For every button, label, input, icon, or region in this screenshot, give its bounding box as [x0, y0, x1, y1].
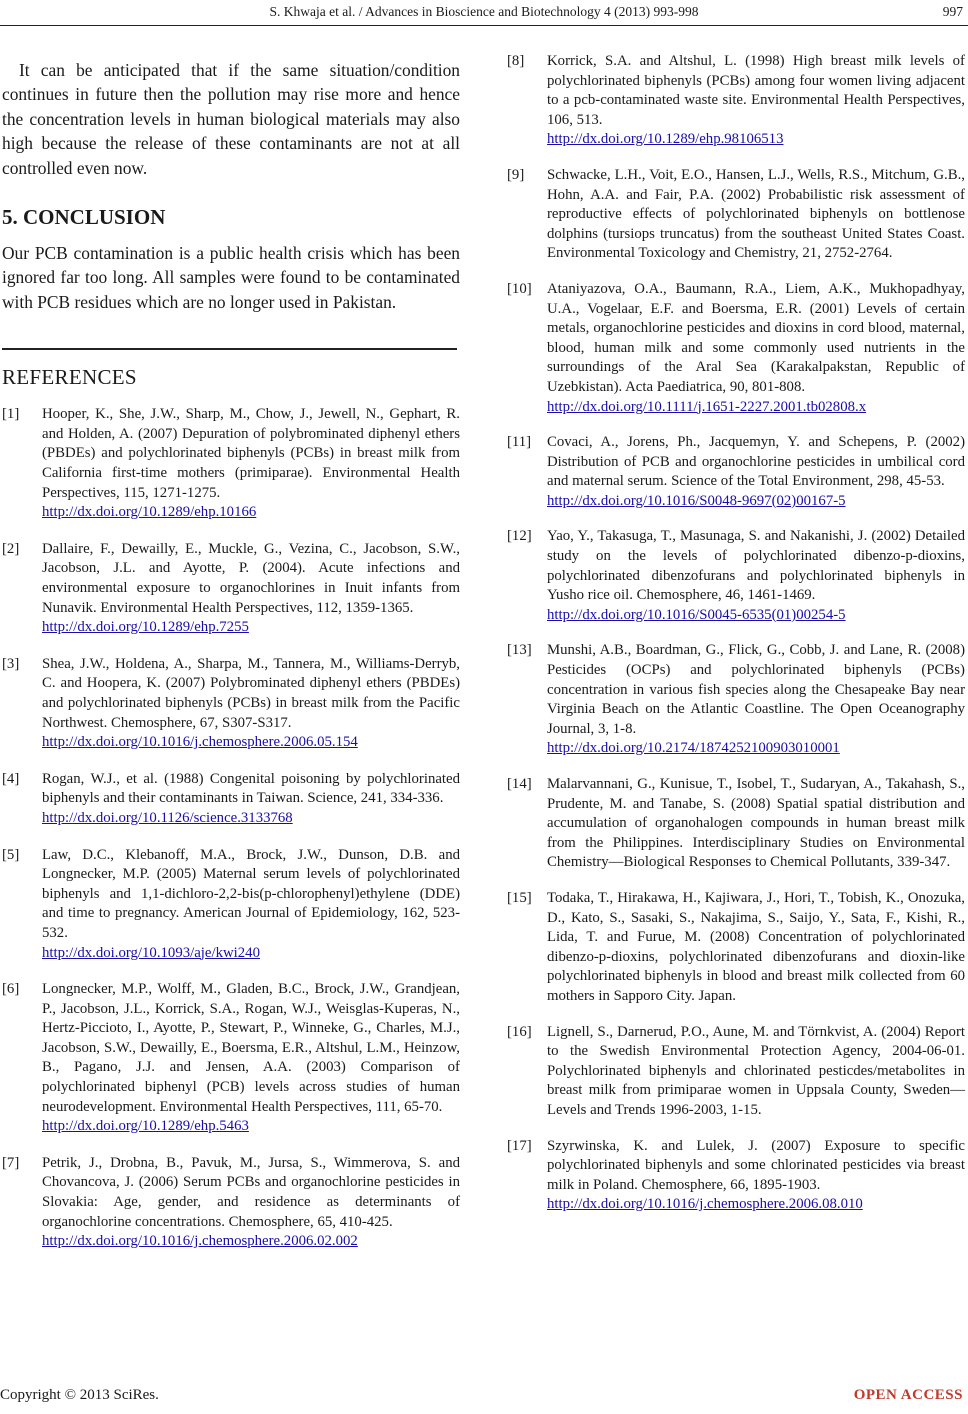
reference-number: [17]	[507, 1137, 532, 1154]
reference-text: Dallaire, F., Dewailly, E., Muckle, G., Vezina, C., Jacobson, S.W., Jacobson, J.L. and Ayotte, P. (2004). Acute infections and environmental exposure to organochlorines in Inuit infants from Nunavik. Environmental Health Perspectives, 112, 1359-1365.	[42, 540, 460, 616]
reference-text: Schwacke, L.H., Voit, E.O., Hansen, L.J., Wells, R.S., Mitchum, G.B., Hohn, A.A. and Fair, P.A. (2002) Probabilistic risk assessment of reproductive effects of polychlorinated biphenyls on bottlenose dolphins (tursiops truncatus) from the southeast United States Coast. Environmental Toxicology and Chemistry, 21, 2752-2764.	[547, 166, 965, 262]
reference-text: Covaci, A., Jorens, Ph., Jacquemyn, Y. and Schepens, P. (2002) Distribution of PCB and organochlorine pesticides in umbilical cord and maternal serum. Science of the Total Environment, 298, 45-53.	[547, 434, 965, 490]
reference-item	[2, 540, 460, 638]
reference-number: [16]	[507, 1023, 532, 1040]
reference-item	[507, 1137, 965, 1215]
reference-text: Petrik, J., Drobna, B., Pavuk, M., Jursa, S., Wimmerova, S. and Chovancova, J. (2006) Serum PCBs and organochlorine pesticides in Slovakia: Age, gender, and residence as determinants of organochlorine concentrations. Chemosphere, 65, 410-425.	[42, 1154, 460, 1230]
reference-item	[507, 889, 965, 1007]
reference-item	[2, 770, 460, 829]
doi-link[interactable]: http://dx.doi.org/10.1016/S0048-9697(02)00167-5	[547, 492, 846, 509]
reference-number: [7]	[2, 1154, 20, 1171]
reference-text: Yao, Y., Takasuga, T., Masunaga, S. and Nakanishi, J. (2002) Detailed study on the levels of polychlorinated dibenzo-p-dioxins, polychlorinated dibenzofurans and polychlorinated biphenyls in Yusho rice oil. Chemosphere, 46, 1461-1469.	[547, 528, 965, 604]
reference-number: [3]	[2, 655, 20, 672]
reference-text: Rogan, W.J., et al. (1988) Congenital poisoning by polychlorinated biphenyls and their contaminants in Taiwan. Science, 241, 334-336.	[42, 770, 460, 807]
reference-text: Ataniyazova, O.A., Baumann, R.A., Liem, A.K., Mukhopadhyay, U.A., Vogelaar, E.F. and Boersma, E.R. (2001) Levels of certain metals, organochlorine pesticides and dioxins in cord blood, maternal, blood, human milk and some commonly used nutrients in the surroundings of the Aral Sea (Karakalpakstan, Republic of Uzebkistan). Acta Paediatrica, 90, 801-808.	[547, 280, 965, 395]
conclusion-paragraph: Our PCB contamination is a public health crisis which has been ignored far too long. All samples were found to be contaminated with PCB residues which are no longer used in Pakistan.	[2, 243, 460, 312]
doi-link[interactable]: http://dx.doi.org/10.1016/j.chemosphere.2006.05.154	[42, 734, 358, 751]
reference-number: [4]	[2, 770, 20, 787]
reference-text: Szyrwinska, K. and Lulek, J. (2007) Exposure to specific polychlorinated biphenyls and some chlorinated pesticides via breast milk in Poland. Chemosphere, 66, 1895-1903.	[547, 1137, 965, 1193]
running-header	[0, 0, 968, 27]
reference-item	[2, 655, 460, 753]
reference-text: Law, D.C., Klebanoff, M.A., Brock, J.W., Dunson, D.B. and Longnecker, M.P. (2005) Maternal serum levels of polychlorinated biphenyls and 1,1-dichloro-2,2-bis(p-chlorophenyl)ethylene (DDE) and time to pregnancy. American Journal of Epidemiology, 162, 523-532.	[42, 846, 460, 941]
doi-link[interactable]: http://dx.doi.org/10.1016/S0045-6535(01)00254-5	[547, 606, 846, 623]
doi-link[interactable]: http://dx.doi.org/10.2174/1874252100903010001	[547, 740, 840, 757]
doi-link[interactable]: http://dx.doi.org/10.1289/ehp.5463	[42, 1118, 249, 1135]
reference-number: [12]	[507, 528, 532, 545]
doi-link[interactable]: http://dx.doi.org/10.1289/ehp.7255	[42, 619, 249, 636]
reference-item	[2, 846, 460, 964]
doi-link[interactable]: http://dx.doi.org/10.1111/j.1651-2227.2001.tb02808.x	[547, 398, 867, 415]
page-number: 997	[942, 4, 963, 19]
reference-number: [9]	[507, 166, 525, 183]
reference-number: [13]	[507, 642, 532, 659]
doi-link[interactable]: http://dx.doi.org/10.1126/science.3133768	[42, 809, 293, 826]
doi-link[interactable]: http://dx.doi.org/10.1289/ehp.10166	[42, 504, 257, 521]
reference-item	[507, 1023, 965, 1121]
reference-item	[507, 433, 965, 511]
reference-number: [1]	[2, 406, 20, 423]
references-list-right	[507, 52, 965, 1215]
header-rule	[0, 25, 968, 26]
reference-item	[2, 1154, 460, 1252]
reference-text: Munshi, A.B., Boardman, G., Flick, G., Cobb, J. and Lane, R. (2008) Pesticides (OCPs) and polychlorinated biphenyls (PCBs) concentration in various fish species along the Chesapeake Bay near Virginia Beach on the Atlantic Coastline. The Open Oceanography Journal, 3, 1-8.	[547, 642, 965, 737]
reference-number: [2]	[2, 540, 20, 557]
references-heading: REFERENCES	[2, 365, 137, 390]
doi-link[interactable]: http://dx.doi.org/10.1016/j.chemosphere.2006.08.010	[547, 1196, 863, 1213]
reference-number: [10]	[507, 280, 532, 297]
reference-number: [15]	[507, 889, 532, 906]
reference-number: [5]	[2, 846, 20, 863]
conclusion-heading: 5. CONCLUSION	[2, 205, 166, 230]
reference-number: [8]	[507, 53, 525, 69]
reference-item	[2, 405, 460, 523]
reference-text: Malarvannani, G., Kunisue, T., Isobel, T., Sudaryan, A., Takahash, S., Prudente, M. and Tanabe, S. (2008) Spatial spatial distribution and accumulation of organohalogen compounds in human breast milk from the Philippines. Interdisciplinary Studies on Environmental Chemistry—Biological Responses to Chemical Pollutants, 339-347.	[547, 776, 965, 871]
intro-paragraph: It can be anticipated that if the same situation/condition continues in future then the pollution may rise more and hence the concentration levels in human biological materials may also high because the release of these contaminants are not at all controlled even now.	[2, 60, 460, 178]
reference-item	[507, 166, 965, 264]
reference-item	[507, 52, 965, 150]
reference-text: Lignell, S., Darnerud, P.O., Aune, M. and Törnkvist, A. (2004) Report to the Swedish Environmental Protection Agency, 2004-06-01. Polychlorinated biphenyls and chlorinated pesticdes/metabolites in breast milk from primiparae women in Uppsala County, Sweden—Levels and Trends 1996-2003, 1-15.	[547, 1023, 965, 1118]
copyright-text: Copyright © 2013 SciRes.	[0, 1387, 159, 1403]
reference-number: [6]	[2, 981, 20, 998]
references-list-left	[2, 405, 460, 1252]
reference-text: Shea, J.W., Holdena, A., Sharpa, M., Tannera, M., Williams-Derryb, C. and Hoopera, K. (2007) Polybrominated diphenyl ethers (PBDEs) and polychlorinated biphenyls (PCBs) in breast milk from the Pacific Northwest. Chemosphere, 67, S307-S317.	[42, 655, 460, 731]
open-access-label: OPEN ACCESS	[853, 1387, 963, 1403]
doi-link[interactable]: http://dx.doi.org/10.1093/aje/kwi240	[42, 944, 260, 961]
reference-text: Korrick, S.A. and Altshul, L. (1998) High breast milk levels of polychlorinated biphenyls (PCBs) among four women living adjacent to a pcb-contaminated waste site. Environmental Health Perspectives, 106, 513.	[547, 53, 965, 128]
reference-item	[507, 641, 965, 759]
doi-link[interactable]: http://dx.doi.org/10.1289/ehp.98106513	[547, 131, 784, 148]
reference-text: Longnecker, M.P., Wolff, M., Gladen, B.C., Brock, J.W., Grandjean, P., Jacobson, J.L., Korrick, S.A., Rogan, W.J., Weisglas-Kuperas, N., Hertz-Piccioto, I., Ayotte, P., Stewart, P., Winneke, G., Charles, M.J., Jacobson, S.W., Dewailly, E., Boersma, E.R., Altshul, L.M., Heinzow, B., Pagano, J.J. and Jensen, A.A. (2003) Comparison of polychlorinated biphenyl (PCB) levels across studies of human neurodevelopment. Environmental Health Perspectives, 111, 65-70.	[42, 981, 460, 1115]
right-column	[507, 52, 965, 1231]
reference-text: Hooper, K., She, J.W., Sharp, M., Chow, J., Jewell, N., Gephart, R. and Holden, A. (2007) Depuration of polybrominated diphenyl ethers (PBDEs) and polychlorinated biphenyls (PCBs) in breast milk from California first-time mothers (primiparae). Environmental Health Perspectives, 115, 1271-1275.	[42, 406, 460, 501]
doi-link[interactable]: http://dx.doi.org/10.1016/j.chemosphere.2006.02.002	[42, 1233, 358, 1250]
section-divider	[2, 348, 457, 350]
reference-item	[2, 980, 460, 1137]
left-column	[2, 58, 460, 1269]
reference-text: Todaka, T., Hirakawa, H., Kajiwara, J., Hori, T., Tobish, K., Onozuka, D., Kato, S., Sasaki, S., Nakajima, S., Saijo, Y., Sata, F., Kishi, R., Lida, T. and Furue, M. (2008) Concentration of polychlorinated dibenzo-p-dioxins, polychlorinated dibenzofurans and dioxin-like polychlorinated biphenyls in blood and breast milk collected from 60 mothers in Sapporo City. Japan.	[547, 889, 965, 1004]
reference-item	[507, 280, 965, 417]
reference-item	[507, 775, 965, 873]
reference-item	[507, 527, 965, 625]
reference-number: [11]	[507, 434, 532, 451]
running-title: S. Khwaja et al. / Advances in Bioscience and Biotechnology 4 (2013) 993-998	[269, 4, 699, 19]
reference-number: [14]	[507, 776, 532, 792]
